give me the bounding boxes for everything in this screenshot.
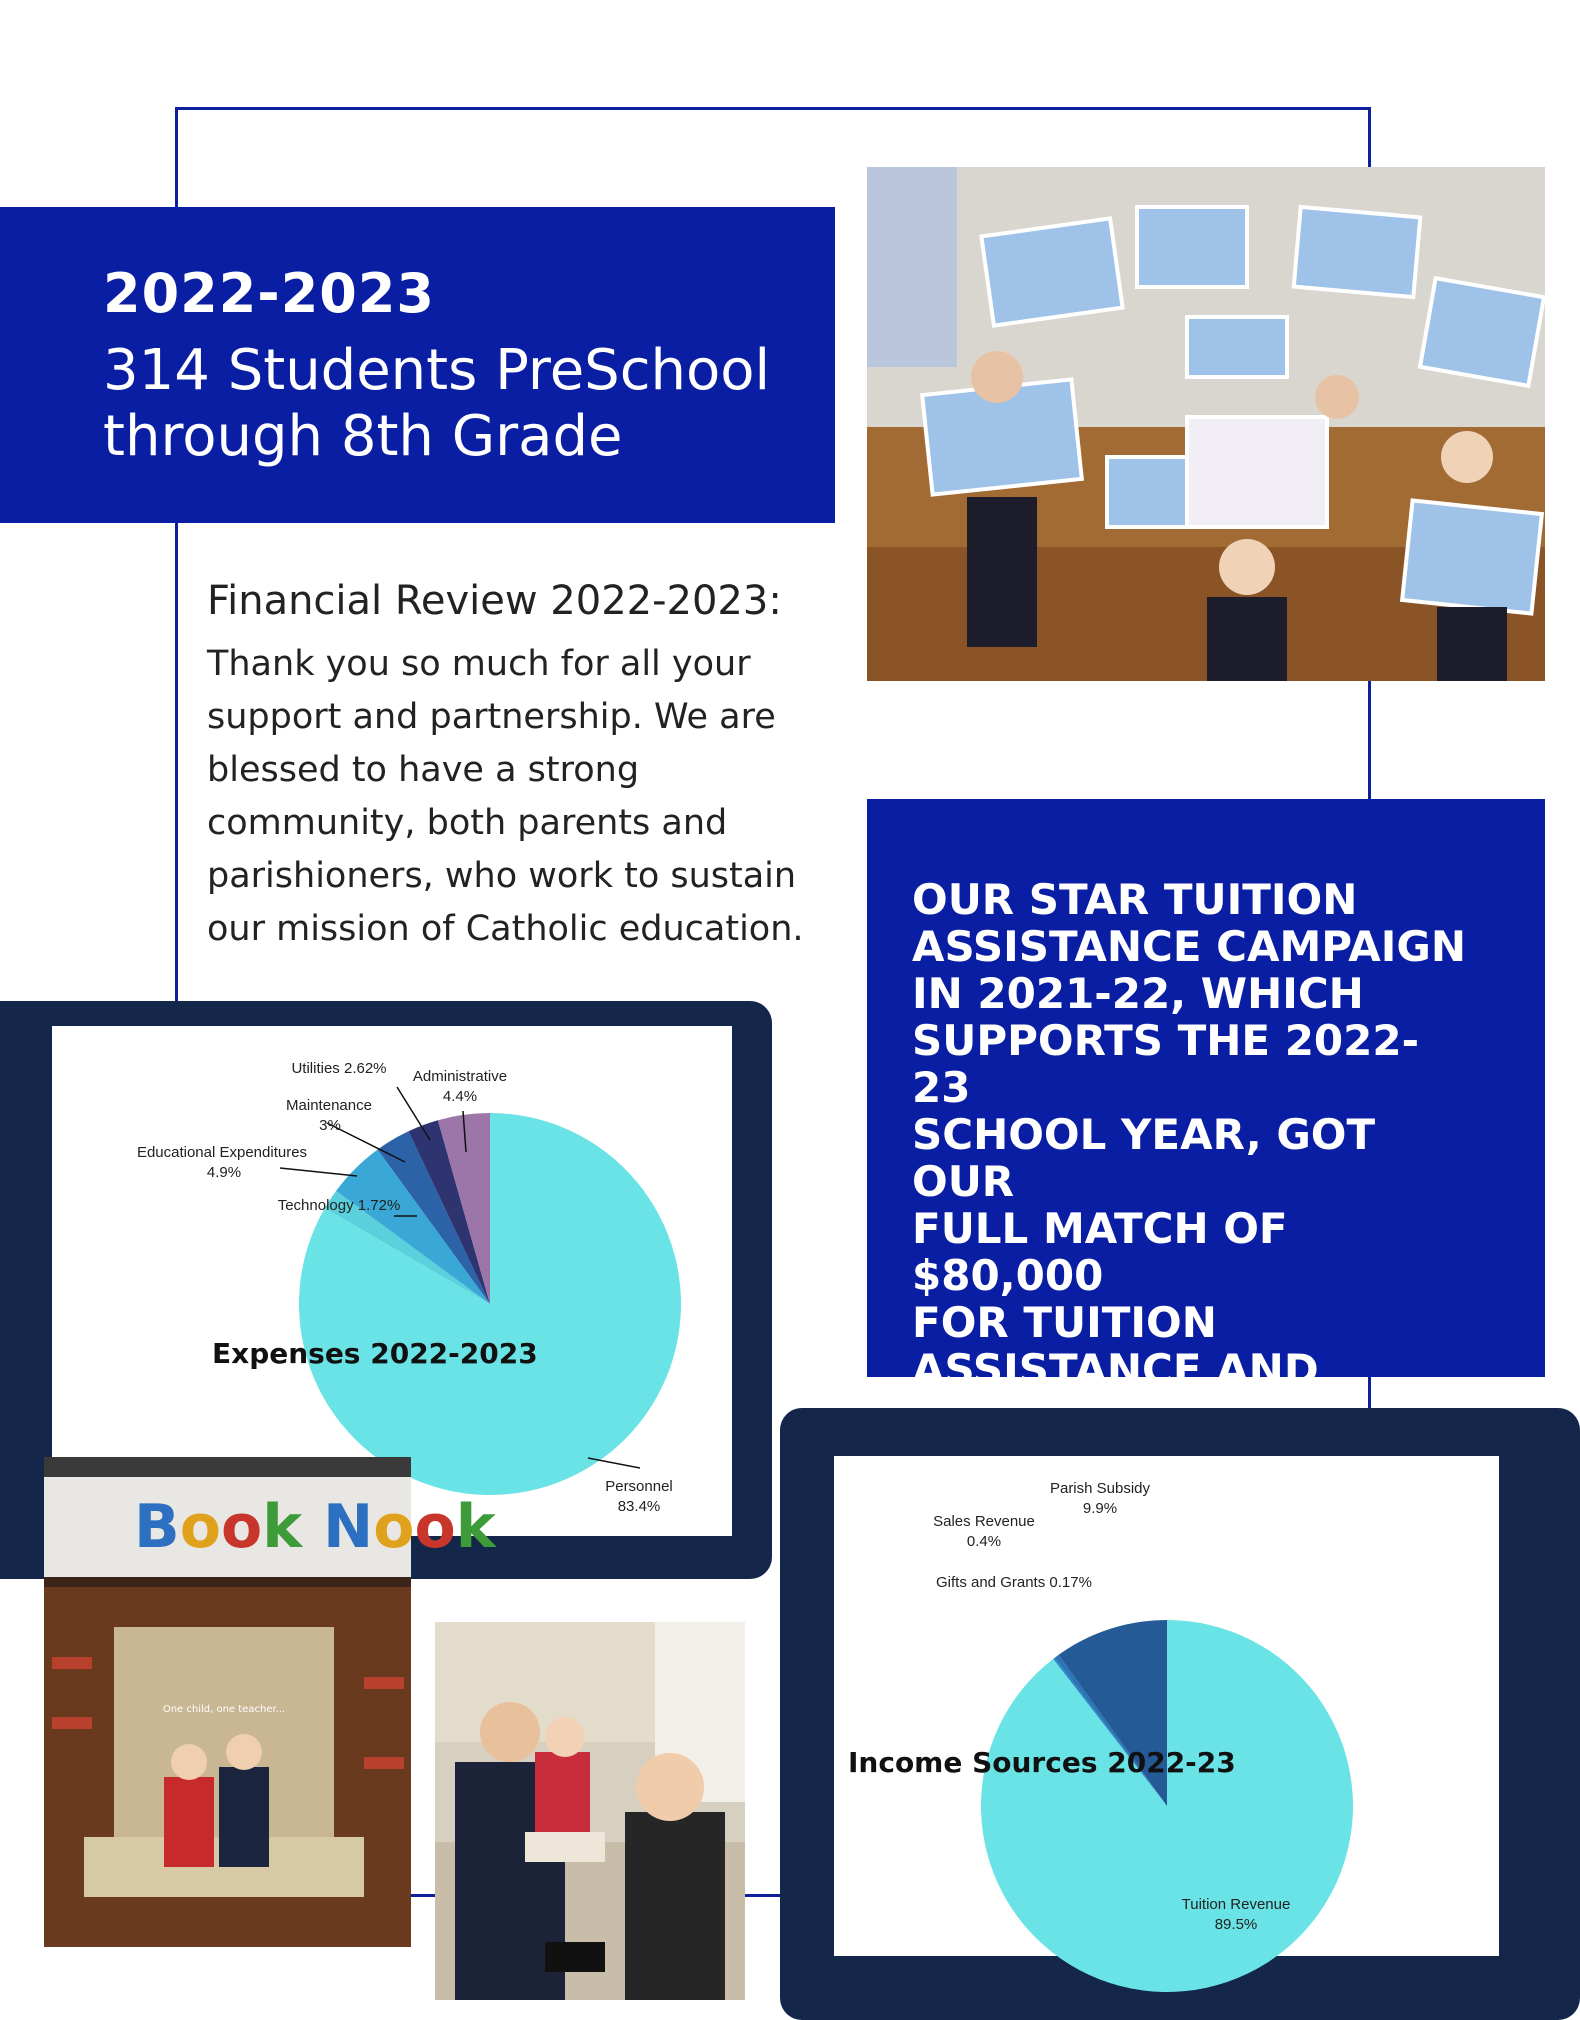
financial-review-title: Financial Review 2022-2023: [207,578,782,624]
campaign-line: SUPPORTS THE 2022-23 [912,1016,1420,1112]
slice-value-label: 4.4% [442,1088,478,1105]
book-nook-image [44,1457,496,1947]
school-year-heading: 2022-2023 [103,262,435,325]
financial-line: our mission of Catholic education. [207,909,804,949]
students-artwork-image [867,167,1545,681]
campaign-line: ASSISTANCE CAMPAIGN [912,922,1466,971]
financial-line: support and partnership. We are [207,697,776,737]
slice-value-label: 83.4% [617,1498,661,1515]
chart-title: Expenses 2022-2023 [212,1337,538,1370]
chart-title: Income Sources 2022-23 [848,1746,1236,1779]
slice-label: Personnel [605,1478,673,1495]
slice-value-label: 0.4% [966,1533,1002,1550]
campaign-line: OUR STAR TUITION [912,875,1358,924]
book-nook-sign: Book Nook [134,1492,496,1562]
students-artwork-photo [867,167,1545,681]
slice-label: Maintenance [286,1097,372,1114]
campaign-line: FULL MATCH OF $80,000 [912,1204,1288,1300]
students-telephone-photo [435,1622,745,2000]
financial-line: blessed to have a strong [207,750,640,790]
income-pie-chart [834,1456,1499,1956]
campaign-line: SCHOOL YEAR, GOT OUR [912,1110,1376,1206]
enrollment-heading [103,338,770,470]
slice-label: Utilities 2.62% [291,1060,387,1077]
income-chart-card [834,1456,1499,1956]
book-nook-photo [44,1457,496,1947]
slice-label: Gifts and Grants 0.17% [936,1574,1092,1591]
slice-label: Technology 1.72% [277,1197,401,1214]
book-nook-quote: One child, one teacher... [162,1704,286,1715]
slice-value-label: 9.9% [1082,1500,1118,1517]
financial-review-body [207,638,827,956]
leader-line [280,1168,357,1176]
campaign-text [912,876,1472,1440]
campaign-line: ASSISTANCE AND [912,1345,1319,1394]
financial-line: Thank you so much for all your [207,644,751,684]
slice-label: Parish Subsidy [1049,1480,1151,1497]
enrollment-line-2: through 8th Grade [103,404,623,469]
enrollment-line-1: 314 Students PreSchool [103,338,771,403]
slice-label: Administrative [412,1068,508,1085]
slice-label: Sales Revenue [933,1513,1035,1530]
campaign-line: IN 2021-22, WHICH [912,969,1364,1018]
slice-value-label: 3% [319,1117,341,1134]
slice-label: Tuition Revenue [1181,1896,1291,1913]
financial-line: parishioners, who work to sustain [207,856,797,896]
campaign-line: FOR TUITION [912,1298,1217,1347]
slice-label: Educational Expenditures [136,1144,308,1161]
slice-value-label: 4.9% [206,1164,242,1181]
slice-value-label: 89.5% [1214,1916,1258,1933]
financial-line: community, both parents and [207,803,728,843]
students-telephone-image [435,1622,745,2000]
